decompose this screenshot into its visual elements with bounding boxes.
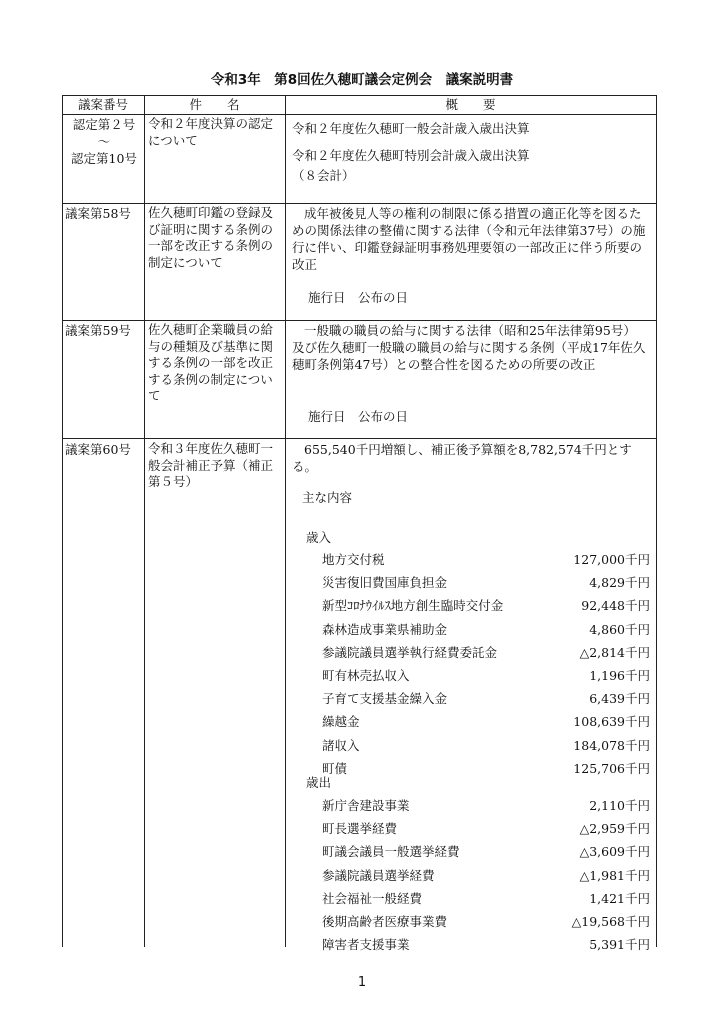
line-item-label: 後期高齢者医療事業費 — [322, 914, 448, 929]
line-item-label: 参議院議員選挙経費 — [322, 867, 435, 883]
bill-number-line: 認定第10号 — [71, 151, 137, 166]
line-item-label: 森林造成事業県補助金 — [322, 621, 448, 637]
line-item-label: 繰越金 — [322, 714, 360, 730]
bill-subject: 佐久穂町企業職員の給与の種類及び基準に関する条例の一部を改正する条例の制定について — [148, 322, 274, 403]
summary-line: 令和２年度佐久穂町特別会計歳入歳出決算 — [292, 148, 530, 163]
summary-line: 令和２年度佐久穂町一般会計歳入歳出決算 — [292, 121, 530, 136]
line-item-amount: 108,639千円 — [573, 714, 650, 730]
line-item-label: 町議会議員一般選挙経費 — [322, 844, 460, 860]
line-item-label: 町有林売払収入 — [322, 668, 410, 683]
column-divider-2 — [285, 95, 286, 947]
table-border-left — [62, 95, 63, 947]
line-item-amount: 184,078千円 — [573, 737, 650, 753]
line-item-amount: △19,568千円 — [571, 914, 650, 929]
line-item-label: 諸収入 — [322, 737, 360, 753]
line-item-amount: △2,959千円 — [579, 821, 650, 837]
bill-number: 議案第60号 — [65, 442, 131, 457]
revenue-heading: 歳入 — [306, 530, 332, 545]
bill-number: 議案第59号 — [65, 323, 131, 338]
summary-line: （８会計） — [292, 168, 355, 183]
line-item-label: 災害復旧費国庫負担金 — [322, 575, 448, 591]
bill-number-line: 認定第２号 — [72, 117, 136, 132]
bill-number-line: ～ — [97, 134, 111, 149]
bill-subject: 佐久穂町印鑑の登録及び証明に関する条例の一部を改正する条例の制定について — [148, 205, 274, 270]
line-item-label: 社会福祉一般経費 — [322, 890, 423, 906]
line-item-label: 参議院議員選挙執行経費委託金 — [322, 644, 498, 660]
column-divider-1 — [144, 95, 145, 947]
bill-summary: 655,540千円増額し、補正後予算額を8,782,574千円とする。 — [292, 442, 632, 474]
line-item-label: 町長選挙経費 — [322, 821, 398, 837]
header-summary: 概 要 — [445, 97, 496, 112]
header-subject: 件 名 — [189, 97, 240, 112]
header-divider — [62, 114, 656, 115]
line-item-amount: 2,110千円 — [589, 798, 650, 813]
row-divider-1 — [62, 203, 656, 204]
effective-date: 施行日 公布の日 — [308, 290, 409, 305]
line-item-amount: 1,421千円 — [589, 890, 650, 906]
line-item-amount: △1,981千円 — [579, 867, 650, 883]
line-item-amount: 1,196千円 — [589, 668, 650, 683]
line-item-amount: 125,706千円 — [573, 760, 650, 776]
line-item-label: 町債 — [322, 760, 348, 776]
line-item-label: 障害者支援事業 — [322, 937, 410, 953]
line-item-amount: △2,814千円 — [579, 644, 650, 660]
page-number: 1 — [357, 975, 367, 990]
bill-subject: 令和２年度決算の認定について — [148, 116, 274, 148]
line-item-label: 新庁舎建設事業 — [322, 798, 410, 813]
line-item-amount: 92,448千円 — [581, 598, 650, 614]
bill-table — [62, 95, 656, 947]
line-item-label: 地方交付税 — [322, 552, 385, 567]
bill-summary: 一般職の職員の給与に関する法律（昭和25年法律第95号）及び佐久穂町一般職の職員の給与に関する条例（平成17年佐久穂町条例第47号）との整合性を図るための所要の改正 — [292, 323, 646, 372]
line-item-amount: 6,439千円 — [589, 691, 650, 707]
line-item-amount: 127,000千円 — [573, 552, 650, 567]
line-item-amount: 4,829千円 — [589, 575, 650, 591]
bill-summary: 成年被後見人等の権利の制限に係る措置の適正化等を図るための関係法律の整備に関する法律（令和元年法律第37号）の施行に伴い、印鑑登録証明事務処理要領の一部改正に伴う所要の改正 — [292, 206, 646, 272]
line-item-amount: 4,860千円 — [589, 621, 650, 637]
line-item-label: 子育て支援基金繰入金 — [322, 691, 448, 707]
document-title: 令和3年 第8回佐久穂町議会定例会 議案説明書 — [210, 72, 514, 88]
row-divider-2 — [62, 320, 656, 321]
main-contents-heading: 主な内容 — [302, 490, 353, 505]
bill-subject: 令和３年度佐久穂町一般会計補正予算（補正第５号） — [148, 441, 274, 489]
line-item-label: 新型ｺﾛﾅｳｲﾙｽ地方創生臨時交付金 — [322, 598, 504, 614]
row-divider-3 — [62, 438, 656, 439]
bill-number: 議案第58号 — [65, 206, 131, 221]
line-item-amount: △3,609千円 — [579, 844, 650, 860]
table-border-right — [656, 95, 657, 947]
header-number: 議案番号 — [77, 97, 128, 112]
effective-date: 施行日 公布の日 — [308, 409, 409, 424]
expenditure-heading: 歳出 — [306, 775, 332, 790]
line-item-amount: 5,391千円 — [589, 937, 650, 953]
